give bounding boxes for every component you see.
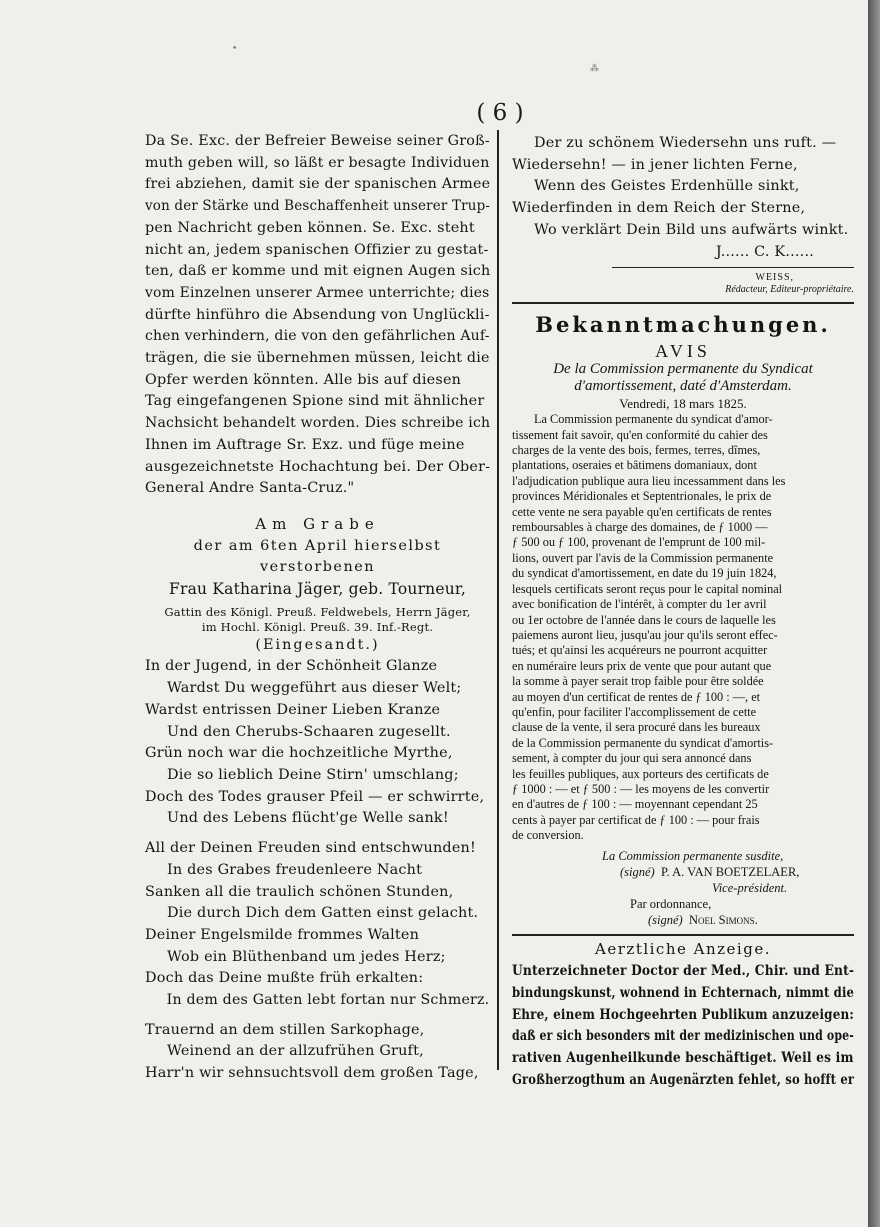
poem-body xyxy=(145,656,490,1084)
column-divider xyxy=(497,130,499,1070)
poem-line: Und des Lebens flücht'ge Welle sank! xyxy=(167,810,449,827)
avis-line: en numéraire leurs prix de vente que pour autant que xyxy=(512,658,772,673)
poem-line: Trauernd an dem stillen Sarkophage, xyxy=(145,1021,425,1038)
avis-line: avec bonification de l'intérêt, à compter du 1er avril xyxy=(512,597,767,612)
page-edge-shadow xyxy=(868,0,880,1227)
avis-line: en d'autres de ƒ 100 : — moyennant cependant 25 xyxy=(512,797,758,812)
page-number: ( 6 ) xyxy=(476,100,524,126)
editor-block xyxy=(512,272,854,296)
sig-ordonnance: Par ordonnance, xyxy=(630,896,712,911)
avis-line: l'adjudication publique aura lieu incessamment dans les xyxy=(512,473,786,488)
avis-line: de conversion. xyxy=(512,828,584,843)
poem-line: Deiner Engelsmilde frommes Walten xyxy=(145,926,420,943)
poem-line: In der Jugend, in der Schönheit Glanze xyxy=(145,658,438,675)
poem-line xyxy=(145,830,490,838)
poem-line: Der zu schönem Wiedersehn uns ruft. — xyxy=(534,135,837,151)
poem-line: In dem des Gatten lebt fortan nur Schmerz. xyxy=(166,992,490,1009)
sig-secretary-name: Noel Simons. xyxy=(688,912,758,927)
poem-line: All der Deinen Freuden sind entschwunden! xyxy=(145,840,477,857)
avis-line: cents à payer par certificat de ƒ 100 : — pour frais xyxy=(512,812,760,827)
sig-president-name: P. A. VAN BOETZELAER, xyxy=(660,864,800,879)
medical-body xyxy=(512,960,854,1090)
sig-president xyxy=(512,864,854,880)
signature-rule xyxy=(612,267,854,268)
medical-heading: Aerztliche Anzeige. xyxy=(595,939,771,958)
poem-submitted: (Eingesandt.) xyxy=(255,636,380,653)
avis-line: ƒ 1000 : — et ƒ 500 : — les moyens de les convertir xyxy=(512,781,770,796)
letter-line: Opfer werden könnten. Alle bis auf diesen xyxy=(145,371,462,388)
medical-line: daß er sich besonders mit der medizinischen und ope- xyxy=(512,1027,854,1045)
letter-line: ten, daß er komme und mit eignen Augen sich xyxy=(145,263,491,280)
avis-signatures xyxy=(512,848,854,928)
sig-secretary xyxy=(512,912,854,928)
avis-line: tués; et qu'ainsi les acquéreurs ne pourront acquitter xyxy=(512,643,768,658)
avis-line: charges de la vente des bois, fermes, terres, dîmes, xyxy=(512,443,761,458)
poem-line: Weinend an der allzufrühen Gruft, xyxy=(167,1043,424,1060)
letter-line: trägen, die sie übernehmen müssen, leicht die xyxy=(145,350,490,367)
letter-line: Ihnen im Auftrage Sr. Exz. und füge meine xyxy=(145,436,465,453)
medical-line: bindungskunst, wohnend in Echternach, nimmt die xyxy=(512,984,855,1001)
avis-title: AVIS xyxy=(655,341,711,362)
avis-line: provinces Méridionales et Septentrionales, le prix de xyxy=(512,489,772,504)
poem-line: Die so lieblich Deine Stirn' umschlang; xyxy=(167,766,459,783)
poem-signature: J...... C. K...... xyxy=(715,243,814,260)
scan-speck: • xyxy=(232,44,238,54)
right-column xyxy=(512,133,854,1091)
editor-role: Rédacteur, Editeur-propriétaire. xyxy=(725,284,854,296)
sig-president-role: Vice-président. xyxy=(712,880,788,895)
avis-line: plantations, oseraies et bâtimens domaniaux, dont xyxy=(512,458,757,473)
poem-spouse-1: Gattin des Königl. Preuß. Feldwebels, Herrn Jäger, xyxy=(164,604,471,619)
letter-line: Da Se. Exc. der Befreier Beweise seiner Groß- xyxy=(145,133,490,149)
letter-line: Nachsicht behandelt worden. Dies schreibe ich xyxy=(145,415,491,432)
poem-spouse-2: im Hochl. Königl. Preuß. 39. Inf.-Regt. xyxy=(201,619,434,634)
medical-line: Großherzogthum an Augenärzten fehlet, so hofft er xyxy=(512,1070,855,1088)
poem-deceased: Frau Katharina Jäger, geb. Tourneur, xyxy=(169,580,466,599)
avis-subtitle-1: De la Commission permanente du Syndicat xyxy=(553,361,813,378)
avis-line: cette vente ne sera payable qu'en certificats de rentes xyxy=(512,504,772,519)
avis-line: du syndicat d'amortissement, en date du 19 juin 1824, xyxy=(512,566,777,581)
avis-body xyxy=(512,412,854,843)
left-column xyxy=(145,131,490,1085)
letter-line: muth geben will, so läßt er besagte Individuen xyxy=(145,154,490,171)
letter-line: Tag eingefangenen Spione sind mit ähnlicher xyxy=(145,393,485,410)
poem-subtitle: der am 6ten April hierselbst verstorbenen xyxy=(193,537,442,576)
poem-line: In des Grabes freudenleere Nacht xyxy=(167,861,423,878)
poem-line xyxy=(145,1012,490,1020)
avis-line: la somme à payer serait trop faible pour être soldée xyxy=(512,674,764,689)
avis-line: paiemens auront lieu, jusqu'au jour qu'ils seront effec- xyxy=(512,627,778,642)
poem-line: Doch das Deine mußte früh erkalten: xyxy=(145,970,424,987)
avis-line: ou 1er octobre de l'année dans le cours de laquelle les xyxy=(512,612,776,627)
avis-line: qu'enfin, pour faciliter l'accomplissement de cette xyxy=(512,704,757,719)
poem-line: Die durch Dich dem Gatten einst gelacht. xyxy=(167,905,479,922)
medical-line: Ehre, einem Hochgeehrten Publikum anzuzeigen: xyxy=(512,1005,854,1023)
poem-line: Sanken all die traulich schönen Stunden, xyxy=(145,883,454,900)
letter-line: dürfte hinführo die Absendung von Unglückli- xyxy=(145,306,490,323)
letter-line: nicht an, jedem spanischen Offizier zu gestat- xyxy=(145,241,489,258)
letter-line: chen verhindern, die von den gefährlichen Auf- xyxy=(145,328,490,345)
poem-line: Wo verklärt Dein Bild uns aufwärts winkt. xyxy=(534,221,849,238)
letter-line: von der Stärke und Beschaffenheit unserer Trup- xyxy=(145,198,491,215)
avis-line: clause de la vente, il sera procuré dans les bureaux xyxy=(512,720,761,735)
avis-line: au moyen d'un certificat de rentes de ƒ 100 : —, et xyxy=(512,689,761,704)
avis-line: lesquels certificats seront reçus pour le capital nominal xyxy=(512,581,783,596)
avis-line: lions, ouvert par l'avis de la Commission permanente xyxy=(512,550,774,565)
letter-paragraph xyxy=(145,131,490,500)
letter-line: frei abziehen, damit sie der spanischen Armee xyxy=(145,176,491,193)
poem-continuation xyxy=(512,133,854,242)
section-rule xyxy=(512,302,854,304)
poem-line: Und den Cherubs-Schaaren zugesellt. xyxy=(167,723,451,740)
letter-line: ausgezeichnetste Hochachtung bei. Der Ober- xyxy=(145,458,491,475)
poem-line: Wiederfinden in dem Reich der Sterne, xyxy=(512,200,806,217)
avis-line: La Commission permanente du syndicat d'amor- xyxy=(534,412,773,427)
avis-line: remboursables à charge des domaines, de ƒ 1000 — xyxy=(512,520,768,535)
poem-line: Wardst Du weggeführt aus dieser Welt; xyxy=(167,680,462,697)
signe-label-2: (signé) xyxy=(648,912,683,927)
editor-name: WEISS, xyxy=(755,272,794,284)
poem-line: Wob ein Blüthenband um jedes Herz; xyxy=(167,948,446,965)
avis-date: Vendredi, 18 mars 1825. xyxy=(619,396,747,412)
letter-line: vom Einzelnen unserer Armee unterrichte; dies xyxy=(145,284,490,301)
poem-title: Am Grabe xyxy=(255,514,380,533)
medical-line: Unterzeichneter Doctor der Med., Chir. und Ent- xyxy=(512,962,855,980)
section-rule-2 xyxy=(512,934,854,936)
poem-line: Wiedersehn! — in jener lichten Ferne, xyxy=(512,156,798,173)
poem-line: Wardst entrissen Deiner Lieben Kranze xyxy=(145,701,441,718)
announcements-heading: Bekanntmachungen. xyxy=(535,312,831,338)
avis-line: ƒ 500 ou ƒ 100, provenant de l'emprunt de 100 mil- xyxy=(512,535,766,550)
avis-line: de la Commission permanente du syndicat d'amortis- xyxy=(512,735,774,750)
poem-header xyxy=(145,514,490,657)
poem-line: Wenn des Geistes Erdenhülle sinkt, xyxy=(534,178,800,195)
medical-line: rativen Augenheilkunde beschäftiget. Weil es im xyxy=(512,1049,854,1067)
avis-line: les feuilles publiques, aux porteurs des certificats de xyxy=(512,766,769,781)
poem-line: Doch des Todes grauser Pfeil — er schwirrte, xyxy=(145,788,485,805)
signe-label: (signé) xyxy=(620,864,655,879)
letter-line: General Andre Santa-Cruz." xyxy=(145,480,355,497)
avis-line: sement, à compter du jour qui sera annoncé dans xyxy=(512,751,752,766)
poem-line: Harr'n wir sehnsuchtsvoll dem großen Tage, xyxy=(145,1065,479,1082)
avis-line: tissement fait savoir, qu'en conformité du cahier des xyxy=(512,427,768,442)
sig-commission: La Commission permanente susdite, xyxy=(602,848,784,863)
scan-speck: ⁂ xyxy=(590,64,599,74)
poem-line: Grün noch war die hochzeitliche Myrthe, xyxy=(145,745,453,762)
letter-line: pen Nachricht geben können. Se. Exc. steht xyxy=(145,219,475,236)
avis-subtitle-2: d'amortissement, daté d'Amsterdam. xyxy=(574,378,792,395)
